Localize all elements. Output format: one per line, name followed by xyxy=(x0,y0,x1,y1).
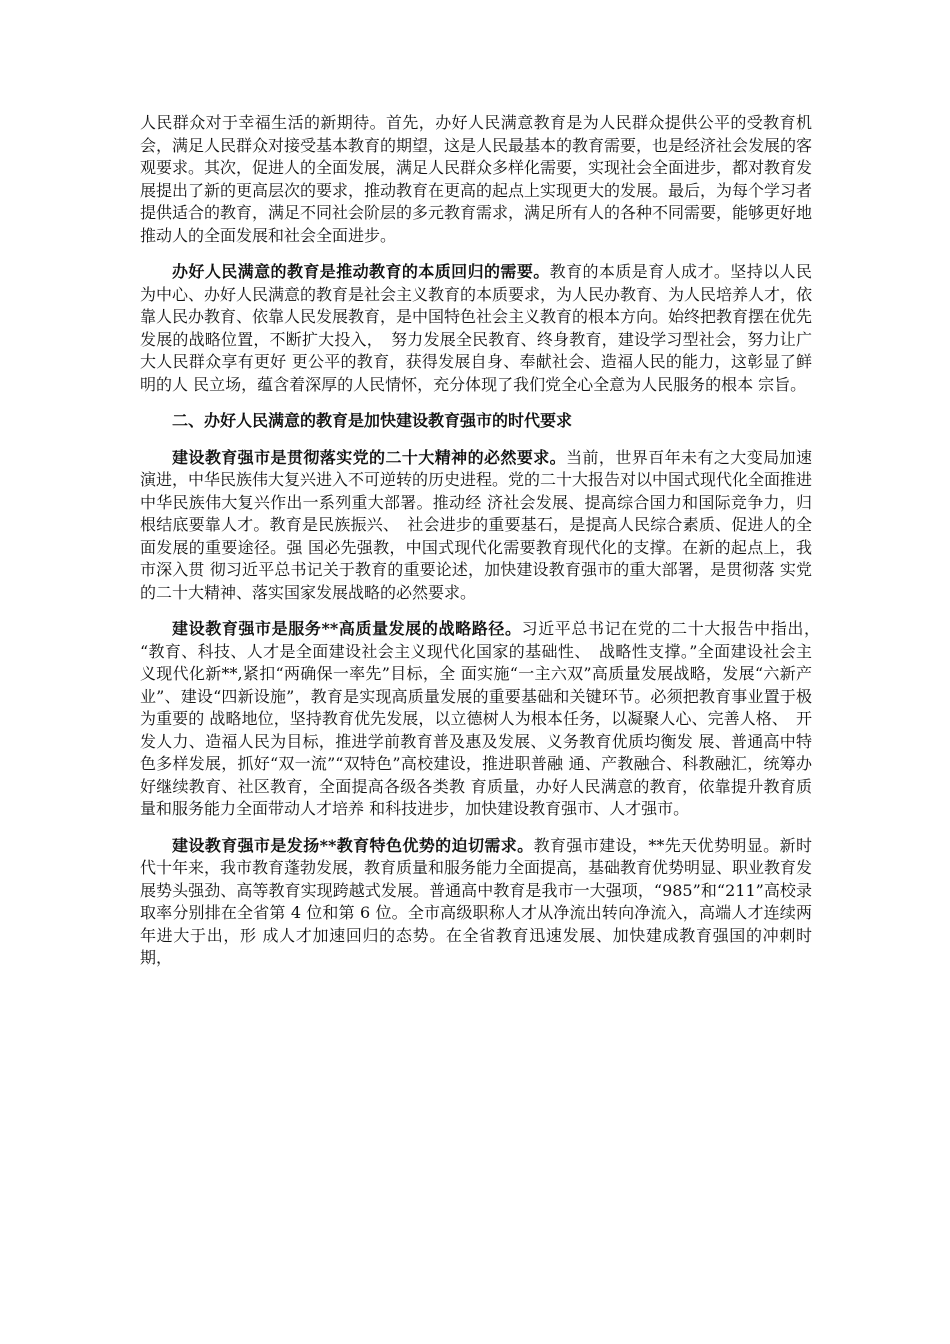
body-paragraph-1 xyxy=(140,112,812,247)
paragraph-4-text: 习近平总书记在党的二十大报告中指出， “教育、科技、人才是全面建设社会主义现代化国家的基础性、 战略性支撑。”全面建设社会主义现代化新**,紧扣“两确保一率先”目标，全 面实施“一主六双”高质量发展战略，发展“六新产业”、建设“四新设施”，教育是实现高质量发展的重要基础和关键环节。必须把教育事业置于极为重要的 战略地位，坚持教育优先发展，以立德树人为根本任务，以凝聚人心、完善人格、 开发人力、造福人民为目标，推进学前教育普及惠及发展、义务教育优质均衡发 展、普通高中特色多样发展，抓好“双一流”“双特色”高校建设，推进职普融 通、产教融合、科教融汇，统筹办好继续教育、社区教育，全面提高各级各类教 育质量，办好人民满意的教育，依靠提升教育质量和服务能力全面带动人才培养 和科技进步，加快建设教育强市、人才强市。 xyxy=(140,619,828,818)
body-paragraph-4 xyxy=(140,618,828,821)
section-heading: 二、办好人民满意的教育是加快建设教育强市的时代要求 xyxy=(172,411,573,430)
paragraph-3-lead: 建设教育强市是贯彻落实党的二十大精神的必然要求。 xyxy=(172,447,567,467)
body-paragraph-5 xyxy=(140,835,812,970)
paragraph-2-text: 教育的本质是育人成才。坚持以人民为中心、办好人民满意的教育是社会主义教育的本质要求，为人民办教育、为人民培养人才，依靠人民办教育、依靠人民发展教育，是中国特色社会主义教育的根本方向。始终把教育摆在优先发展的战略位置，不断扩大投入， 努力发展全民教育、终身教育，建设学习型社会，努力让广大人民群众享有更好 更公平的教育，获得发展自身、奉献社会、造福人民的能力，这彰显了鲜明的人 民立场，蕴含着深厚的人民情怀，充分体现了我们党全心全意为人民服务的根本 宗旨。 xyxy=(140,262,813,394)
document-page xyxy=(140,112,828,984)
body-paragraph-2 xyxy=(140,261,812,396)
body-paragraph-3 xyxy=(140,447,812,605)
paragraph-2-lead: 办好人民满意的教育是推动教育的本质回归的需要。 xyxy=(172,262,550,281)
paragraph-1-text: 人民群众对于幸福生活的新期待。首先，办好人民满意教育是为人民群众提供公平的受教育机会，满足人民群众对接受基本教育的期望，这是人民最基本的教育需要，也是经济社会发展的客观要求。其次，促进人的全面发展，满足人民群众多样化需要，实现社会全面进步，都对教育发展提出了新的更高层次的要求，推动教育在更高的起点上实现更大的发展。最后，为每个学习者提供适合的教育，满足不同社会阶层的多元教育需求，满足所有人的各种不同需要，能够更好地推动人的全面发展和社会全面进步。 xyxy=(140,113,813,245)
paragraph-3-text: 当前，世界百年未有之大变局加速演进，中华民族伟大复兴进入不可逆转的历史进程。党的二十大报告对以中国式现代化全面推进中华民族伟大复兴作出一系列重大部署。推动经 济社会发展、提高综合国力和国际竞争力，归根结底要靠人才。教育是民族振兴、 社会进步的重要基石，是提高人民综合素质、促进人的全面发展的重要途径。强 国必先强教，中国式现代化需要教育现代化的支撑。在新的起点上，我市深入贯 彻习近平总书记关于教育的重要论述，加快建设教育强市的重大部署，是贯彻落 实党的二十大精神、落实国家发展战略的必然要求。 xyxy=(140,447,813,602)
paragraph-5-text: 教育强市建设，**先天优势明显。新时代十年来，我市教育蓬勃发展，教育质量和服务能力全面提高，基础教育优势明显、职业教育发展势头强劲、高等教育实现跨越式发展。普通高中教育是我市一大强项，“985”和“211”高校录取率分别排在全省第 4 位和第 6 位。全市高级职称人才从净流出转向净流入，高端人才连续两年进大于出，形 成人才加速回归的态势。在全省教育迅速发展、加快建成教育强国的冲刺时期， xyxy=(140,835,813,967)
paragraph-4-lead: 建设教育强市是服务**高质量发展的战略路径。 xyxy=(172,619,522,638)
paragraph-5-lead: 建设教育强市是发扬**教育特色优势的迫切需求。 xyxy=(172,835,534,855)
